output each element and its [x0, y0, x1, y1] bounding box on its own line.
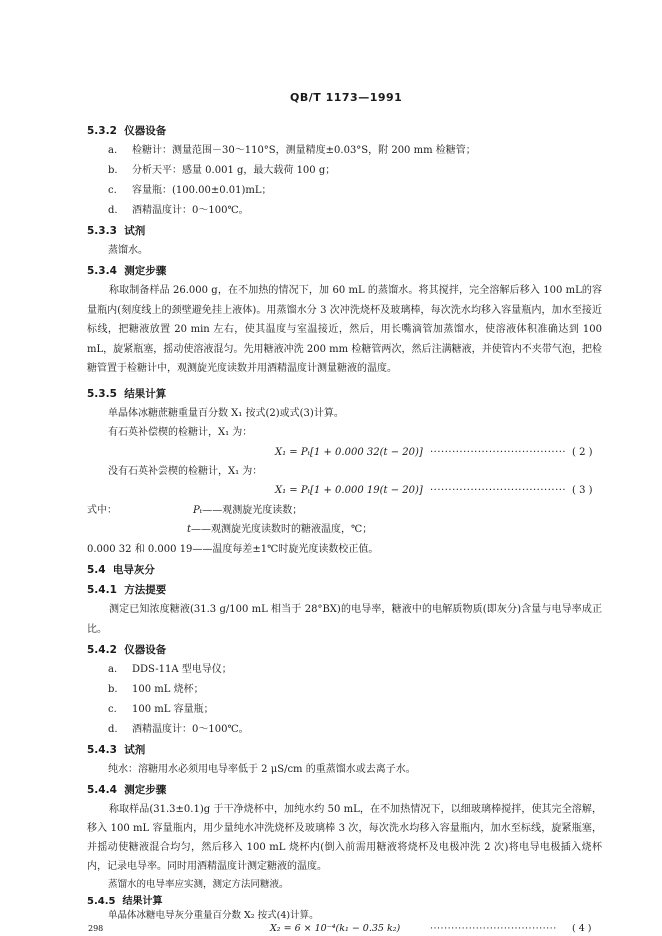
leader-dots: ···································· [430, 923, 557, 934]
formula: X₁ = Pₜ[1 + 0.000 32(t − 20)] [275, 447, 423, 458]
section-title: 测定步骤 [124, 265, 167, 277]
section-title: 仪器设备 [124, 644, 167, 656]
list-item [108, 685, 204, 695]
list-label: c. [108, 185, 117, 196]
definition-text: 观测旋光度读数； [222, 505, 303, 516]
symbol: Pₜ—— [193, 505, 223, 516]
list-item [108, 665, 232, 675]
method-paragraph: 测定已知浓度糖液(31.3 g/100 mL 相当于 28°BX)的电导率，糖液中的电解质物质(即灰分)含量与电导率成正比。 [87, 604, 602, 635]
list-text: 100 mL 烧杯； [132, 684, 204, 695]
standard-code: QB/T 1173—1991 [290, 91, 403, 104]
where-label: 式中： [87, 505, 117, 516]
symbol-definition [193, 506, 302, 516]
list-text: DDS-11A 型电导仪； [132, 664, 232, 675]
heading-5-3-4 [87, 266, 166, 277]
section-number: 5.3.5 [87, 388, 117, 400]
heading-5-4-2 [87, 645, 166, 656]
procedure-paragraph: 称取制备样品 26.000 g，在不加热的情况下，加 60 mL 的蒸馏水。将其搅拌，完全溶解后移入 100 mL的容量瓶内(刻度线上的颈壁避免挂上液体)。用蒸馏水分 3 次冲洗烧杯及玻璃棒，每次洗水均移入容量瓶内，加水至接近标线，把糖液放置 20 min 左右，使其温度与室温接近，然后，用长嘴滴管加蒸馏水，使溶液体积准确达到 100 mL，旋紧瓶塞，摇动使溶液混匀。先用糖液冲洗 200 mm 检糖管两次，然后注满糖液，并使管内不夹带气泡，把检糖管置于检糖计中，观测旋光度读数并用酒精温度计测量糖液的温度。 [87, 285, 602, 374]
list-label: a. [108, 664, 118, 675]
list-text: 容量瓶：(100.00±0.01)mL； [132, 185, 272, 196]
section-title: 仪器设备 [124, 125, 167, 137]
procedure-paragraph: 称取样品(31.3±0.1)g 于干净烧杯中，加纯水约 50 mL，在不加热情况下，以细玻璃棒搅拌，使其完全溶解，移入 100 mL 容量瓶内，用少量纯水冲洗烧杯及玻璃棒 3 次，每次洗水均移入容量瓶内，加水至标线，旋紧瓶塞，并摇动使糖液混合均匀，然后移入 100 mL 烧杯内(倒入前需用糖液将烧杯及电极冲洗 2 次)将电导电极插入烧杯内，记录电导率。同时用酒精温度计测定糖液的温度。 [87, 804, 602, 872]
list-label: c. [108, 704, 117, 715]
list-text: 100 mL 容量瓶； [132, 704, 214, 715]
list-item [108, 705, 214, 715]
symbol: 0.000 32 和 0.000 19—— [87, 544, 213, 555]
symbol: t—— [187, 524, 212, 535]
section-title: 电导灰分 [112, 564, 155, 576]
definition-text: 观测旋光度读数时的糖液温度，℃； [211, 524, 373, 535]
formula: X₁ = Pₜ[1 + 0.000 19(t − 20)] [275, 485, 423, 496]
case-text: 没有石英补尝楔的检糖计，X₁ 为： [108, 466, 263, 477]
heading-5-4-5 [87, 897, 162, 907]
list-label: a. [108, 145, 118, 156]
section-title: 试剂 [124, 225, 146, 237]
section-title: 结果计算 [124, 388, 167, 400]
calc-intro: 单晶体冰糖电导灰分重量百分数 X₂ 按式(4)计算。 [108, 910, 319, 921]
definition-text: 温度每差±1℃时旋光度读数校正值。 [212, 544, 379, 555]
section-title: 测定步骤 [124, 784, 167, 796]
section-number: 5.3.4 [87, 265, 117, 277]
list-text: 检糖计：测量范围－30～110°S，测量精度±0.03°S，附 200 mm 检糖管； [132, 145, 476, 156]
symbol-definition [87, 545, 378, 555]
note-text: 蒸馏水的电导率应实测，测定方法同糖液。 [108, 879, 289, 890]
list-item [108, 166, 335, 176]
section-number: 5.3.2 [87, 125, 117, 137]
heading-5-4-3 [87, 745, 145, 756]
section-number: 5.4.4 [87, 784, 117, 796]
list-label: b. [108, 165, 118, 176]
list-label: b. [108, 684, 118, 695]
heading-5-4-4 [87, 785, 166, 796]
list-label: d. [108, 724, 118, 735]
list-text: 酒精温度计：0～100℃。 [132, 205, 249, 216]
page-number: 298 [88, 924, 104, 933]
section-title: 方法提要 [124, 584, 167, 596]
section-number: 5.4.1 [87, 584, 117, 596]
equation-number: ( 4 ) [572, 923, 592, 934]
section-number: 5.4.2 [87, 644, 117, 656]
equation-number: ( 2 ) [572, 447, 593, 458]
list-item [108, 725, 249, 735]
heading-5-3-5 [87, 389, 166, 400]
leader-dots: ····································· [430, 485, 567, 496]
case-text: 有石英补偿楔的检糖计，X₁ 为： [108, 427, 253, 438]
equation-number: ( 3 ) [572, 485, 593, 496]
calc-intro: 单晶体冰糖蔗糖重量百分数 X₁ 按式(2)或式(3)计算。 [108, 408, 344, 419]
symbol-definition [187, 525, 372, 535]
list-item [108, 186, 272, 196]
list-label: d. [108, 205, 118, 216]
list-item [108, 206, 249, 216]
section-number: 5.4.3 [87, 744, 117, 756]
section-title: 结果计算 [122, 896, 163, 907]
list-text: 酒精温度计：0～100℃。 [132, 724, 249, 735]
heading-5-3-2 [87, 126, 166, 137]
reagent-text: 纯水：溶糖用水必须用电导率低于 2 μS/cm 的重蒸馏水或去离子水。 [108, 764, 416, 775]
section-number: 5.4.5 [87, 896, 116, 907]
heading-5-4-1 [87, 585, 166, 596]
heading-5-4 [87, 565, 155, 576]
reagent-text: 蒸馏水。 [108, 245, 148, 256]
list-text: 分析天平：感量 0.001 g，最大载荷 100 g； [132, 165, 336, 176]
section-title: 试剂 [124, 744, 146, 756]
formula: X₂ = 6 × 10⁻⁴(k₁ − 0.35 k₂) [270, 923, 401, 934]
section-number: 5.4 [87, 564, 106, 576]
list-item [108, 146, 476, 156]
leader-dots: ····································· [430, 447, 567, 458]
heading-5-3-3 [87, 226, 145, 237]
section-number: 5.3.3 [87, 225, 117, 237]
